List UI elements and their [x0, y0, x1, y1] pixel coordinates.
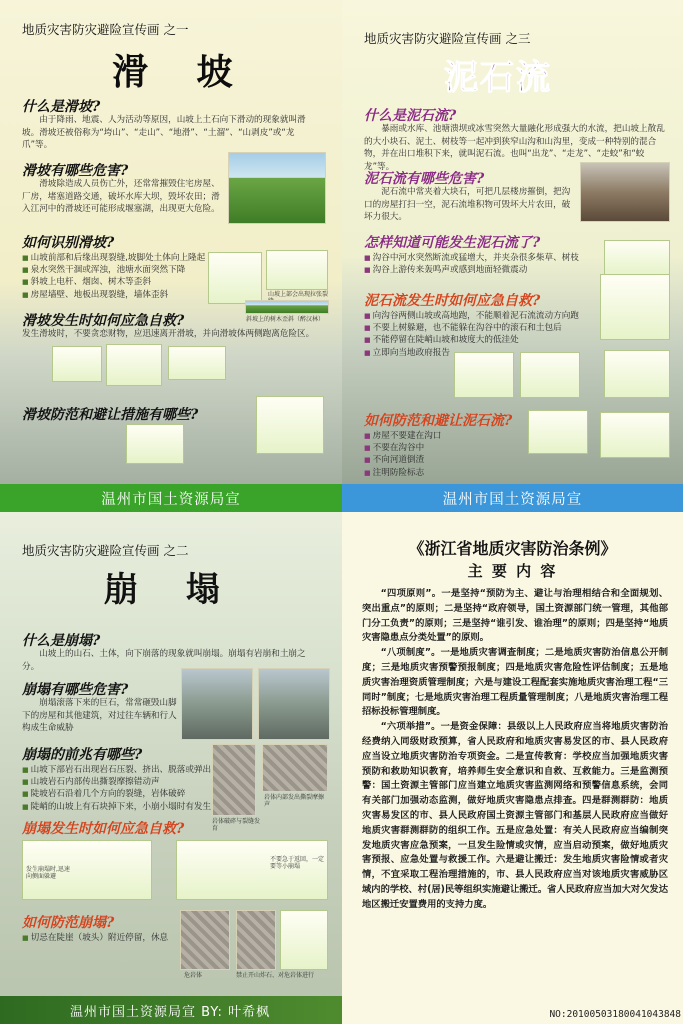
landslide-a-harm: 滑坡除造成人员伤亡外，还常常摧毁住宅房屋、厂房，堵塞道路交通，破坏水库大坝，毁坏农田；滑入江河中的滑坡还可能形成堰塞湖，出现更大危险。 — [22, 179, 220, 214]
list-item: ■ 泉水突然干涸或浑浊，池塘水面突然下降 — [22, 264, 222, 276]
regulations-panel — [342, 512, 683, 1024]
landslide-slope-illustration — [208, 252, 262, 304]
collapse-sound-caption: 岩体内部发出撕裂摩擦声 — [264, 794, 325, 808]
landslide-village-photo — [228, 152, 326, 224]
landslide-q-rescue: 滑坡发生时如何应急自救? — [22, 313, 185, 329]
debris-q-harm: 泥石流有哪些危害? — [364, 171, 485, 187]
list-item: ■ 山坡下部岩石出现岩石压裂、挤出、脱落或弹出 — [22, 764, 212, 776]
debris-run-illustration — [600, 274, 670, 340]
collapse-wait-caption: 不要急于返回，一定要等小崩塌 — [270, 856, 325, 870]
list-item: ■ 沟谷中河水突然断流或猛增大，并夹杂很多柴草、树枝 — [364, 252, 604, 264]
landslide-run-illustration-3 — [168, 346, 226, 380]
collapse-crack-caption: 岩体破碎与裂缝发育 — [212, 818, 261, 832]
collapse-road-photo-1 — [181, 668, 253, 740]
debris-signs-illustration — [604, 240, 670, 276]
landslide-q-harm: 滑坡有哪些危害? — [22, 163, 129, 179]
collapse-dangerous-rock-caption: 危岩体 — [184, 972, 203, 979]
collapse-wait-illustration — [176, 840, 328, 900]
debris-escape-illustration-1 — [454, 352, 514, 398]
debris-q-what: 什么是泥石流? — [364, 108, 457, 124]
landslide-footer: 温州市国土资源局宣 — [0, 484, 342, 512]
list-item: ■ 房屋墙壁、地板出现裂缝，墙体歪斜 — [22, 289, 222, 301]
list-item: ■ 山坡前部和后缘出现裂缝,坡脚处土体向上隆起 — [22, 252, 222, 264]
collapse-q-what: 什么是崩塌? — [22, 633, 101, 649]
debris-prevent-illustration-2 — [600, 412, 670, 458]
debris-escape-illustration-3 — [604, 350, 670, 398]
collapse-blast-caption: 禁止开山炸石、对危岩体进行 — [236, 972, 315, 979]
regulations-paragraph-systems: “八项制度”。一是地质灾害调查制度；二是地质灾害防治信息公开制度；三是地质灾害预警预报制度；四是地质灾害危险性评估制度；五是地质灾害治理资质管理制度；六是与建设工程配套实施地质灾害治理工程“三同时”制度；七是地质灾害治理工程质量管理制度；八是地质灾害治理工程招标投标管理制度。 — [362, 647, 668, 718]
list-item: ■ 房屋不要建在沟口 — [364, 430, 474, 442]
list-item: ■ 立即向当地政府报告 — [364, 347, 600, 359]
collapse-dangerous-rock-photo — [180, 910, 230, 970]
landslide-wall-illustration — [256, 396, 324, 454]
debris-q-rescue: 泥石流发生时如何应急自救? — [364, 293, 541, 309]
landslide-run-illustration-1 — [52, 346, 102, 382]
image-serial-number: NO:20100503180041043848 — [549, 1009, 681, 1020]
collapse-road-photo-2 — [258, 668, 330, 740]
collapse-prevent-list — [22, 932, 172, 944]
collapse-q-harm: 崩塌有哪些危害? — [22, 682, 129, 698]
debris-a-what: 暴雨或水库、池塘溃坝或冰雪突然大量融化形成强大的水流，把山坡上散乱的大小块石、泥土、树枝等一起冲到狭窄山沟和山沟里，变成一种特别的混合物，并在出口堆积下来，就叫泥石流。也叫“出龙”、“走龙”、“走蛟”和“蛟龙”等。 — [364, 124, 665, 172]
collapse-signs-list — [22, 764, 212, 813]
landslide-title: 滑 坡 — [112, 51, 251, 93]
debris-destruction-photo — [580, 162, 670, 222]
regulations-paragraph-principles: “四项原则”。一是坚持“预防为主、避让与治理相结合和全面规划、突出重点”的原则；二是坚持“政府领导，国土资源部门统一管理，其他部门分工负责”的原则；三是坚持“谁引发、谁治理”的原则；四是坚持“地质灾害隐患点分类处置”的原则。 — [362, 588, 668, 644]
collapse-q-signs: 崩塌的前兆有哪些? — [22, 747, 143, 763]
list-item: ■ 不要在沟谷中 — [364, 442, 474, 454]
collapse-a-what: 山坡上的山石、土体，向下崩落的现象就叫崩塌。崩塌有岩崩和土崩之分。 — [22, 649, 306, 672]
regulations-subtitle: 主 要 内 容 — [467, 562, 558, 580]
list-item: ■ 切忌在陡崖（坡头）附近停留，休息 — [22, 932, 172, 944]
landslide-signs-list — [22, 252, 222, 301]
landslide-run-illustration-2 — [106, 344, 162, 386]
landslide-tree-caption: 斜坡上的树木歪斜（醉汉林） — [246, 316, 325, 323]
landslide-series-title: 地质灾害防灾避险宣传画 之一 — [22, 22, 189, 37]
collapse-cliff-photo — [236, 910, 276, 970]
landslide-q-prevent: 滑坡防范和避让措施有哪些? — [22, 407, 199, 423]
landslide-a-what: 由于降雨、地震、人为活动等原因，山坡上土石向下滑动的现象就叫滑坡。滑坡还被俗称为“垮山”、“走山”、“地滑”、“土溜”、“山剥皮”或“龙爪”等。 — [22, 115, 306, 150]
list-item: ■ 注明防险标志 — [364, 467, 474, 479]
collapse-rock-photo-1 — [212, 744, 256, 816]
landslide-q-identify: 如何识别滑坡? — [22, 235, 115, 251]
debris-prevent-illustration-1 — [528, 410, 588, 454]
landslide-a-rescue: 发生滑坡时，不要贪恋财物，应迅速离开滑坡，并向滑坡体两侧跑离危险区。 — [22, 329, 315, 339]
list-item: ■ 不要上树躲避，也不能躲在沟谷中的滚石和土包后 — [364, 322, 600, 334]
regulations-paragraph-measures: “六项举措”。一是资金保障：县级以上人民政府应当将地质灾害防治经费纳入同级财政预算，省人民政府和地质灾害易发区的市、县人民政府应当设立地质灾害防治专项资金。二是宣传教育：学校应当加强地质灾害预防和救助知识教育，培养师生安全意识和自救、互救能力。三是监测预警：国土资源主管部门应当建立地质灾害监测网络和预警信息系统，会同有关部门加强动态监测，做好地质灾害隐患点排查。四是群测群防：地质灾害易发区的市、县人民政府国土资源主管部门和基层人民政府应当做好地质灾害群测群防的组织工作。五是应急处置：有关人民政府应当编制突发地质灾害应急预案，一旦发生险情或灾情，应当启动预案，做好地质灾害预报、应急处置与救援工作。六是避让搬迁：发生地质灾害险情或者灾情，不宜采取工程治理措施的，市、县人民政府应当对该地质灾害威胁区域内的学校、村(居)民等组织实施避让搬迁。省人民政府应当加大对欠发达地区搬迁安置费用的支持力度。 — [362, 721, 668, 910]
collapse-series-title: 地质灾害防灾避险宣传画 之二 — [22, 543, 189, 558]
list-item: ■ 斜坡上电杆、烟囱、树木等歪斜 — [22, 276, 222, 288]
collapse-a-harm: 崩塌滚落下来的巨石，常常砸毁山脚下的房屋和其他建筑，对过往车辆和行人构成生命威胁 — [22, 698, 177, 733]
debris-a-harm: 泥石流中常夹着大块石，可把几层楼房摧倒，把沟口的房屋打扫一空，泥石流堆积物可毁坏大片农田，破坏力很大。 — [364, 187, 571, 222]
collapse-q-prevent: 如何防范崩塌? — [22, 915, 115, 931]
landslide-poster — [0, 0, 342, 512]
debris-signs-list — [364, 252, 604, 276]
collapse-blast-illustration — [280, 910, 328, 970]
regulations-title: 《浙江省地质灾害防治条例》 — [408, 539, 617, 558]
landslide-crack-illustration — [266, 250, 328, 290]
collapse-q-rescue: 崩塌发生时如何应急自救? — [22, 821, 185, 837]
collapse-footer: 温州市国土资源局宣 BY: 叶希枫 — [0, 996, 342, 1024]
list-item: ■ 陡峭的山坡上有石块掉下来，小崩小塌时有发生 — [22, 801, 212, 813]
landslide-tree-photo — [245, 300, 329, 314]
debris-flow-poster — [342, 0, 683, 512]
debris-q-prevent: 如何防范和避让泥石流? — [364, 413, 513, 429]
collapse-title: 崩 塌 — [104, 570, 238, 610]
list-item: ■ 山坡岩石内部传出撕裂摩擦错动声 — [22, 776, 212, 788]
list-item: ■ 陡坡岩石沿着几个方向的裂缝，岩体破碎 — [22, 788, 212, 800]
collapse-poster — [0, 512, 342, 1024]
debris-title: 泥石流 — [444, 58, 552, 98]
list-item: ■ 沟谷上游传来轰鸣声或感到地面轻微震动 — [364, 264, 604, 276]
collapse-rock-photo-2 — [262, 744, 328, 792]
list-item: ■ 不能停留在陡峭山坡和坡度大的低洼处 — [364, 334, 600, 346]
regulations-body — [362, 587, 668, 913]
list-item: ■ 向沟谷两侧山坡或高地跑，不能顺着泥石流流动方向跑 — [364, 310, 600, 322]
collapse-run-caption: 发生崩塌时,迅速向侧面躲避 — [26, 866, 70, 880]
landslide-prevent-illustration — [126, 424, 184, 464]
debris-prevent-list — [364, 430, 474, 479]
landslide-crack-caption: 山坡上部会出现拉张裂 — [268, 291, 329, 298]
landslide-q-what: 什么是滑坡? — [22, 99, 101, 115]
debris-series-title: 地质灾害防灾避险宣传画 之三 — [364, 31, 531, 46]
debris-q-signs: 怎样知道可能发生泥石流了? — [364, 235, 541, 251]
debris-footer: 温州市国土资源局宣 — [342, 484, 683, 512]
debris-escape-illustration-2 — [520, 352, 580, 398]
list-item: ■ 不向河道倒渣 — [364, 454, 474, 466]
